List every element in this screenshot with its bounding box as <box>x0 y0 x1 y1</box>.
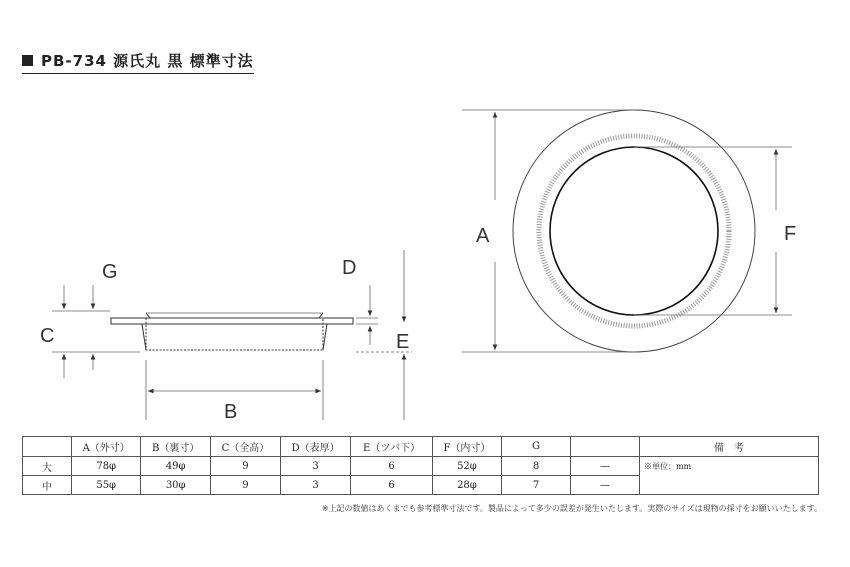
cell: 28φ <box>432 476 501 495</box>
side-flange <box>111 318 353 324</box>
table-header-row <box>23 437 819 457</box>
side-view <box>111 313 353 350</box>
top-view <box>513 110 755 352</box>
spec-table <box>22 436 819 495</box>
label-g: G <box>102 261 118 283</box>
header-cell: B（裏寸） <box>141 437 211 457</box>
knurled-ring <box>539 136 729 326</box>
label-e: E <box>396 331 410 353</box>
cell: 78φ <box>72 457 141 476</box>
header-cell: C（全高） <box>210 437 280 457</box>
header-cell: F（内寸） <box>432 437 501 457</box>
cell: 8 <box>502 457 571 476</box>
table-row <box>23 457 819 476</box>
cell: 52φ <box>432 457 501 476</box>
cell: 3 <box>280 476 350 495</box>
row-name: 大 <box>23 457 72 476</box>
title-text: PB-734 源氏丸 黒 標準寸法 <box>41 52 254 70</box>
cell: — <box>571 476 640 495</box>
label-f: F <box>784 223 797 245</box>
cell: 6 <box>351 457 433 476</box>
cell: 9 <box>210 476 280 495</box>
label-b: B <box>224 401 238 423</box>
footnote: ※上記の数値はあくまでも参考標準寸法です。製品によって多少の誤差が発生いたします。実際のサイズは現物の採寸をお願いいたします。 <box>321 504 822 513</box>
row-name: 中 <box>23 476 72 495</box>
cell: 7 <box>502 476 571 495</box>
header-cell: 備 考 <box>640 437 819 457</box>
header-cell: G <box>502 437 571 457</box>
header-cell: A（外寸） <box>72 437 141 457</box>
header-cell <box>571 437 640 457</box>
header-cell <box>23 437 72 457</box>
label-d: D <box>342 257 357 279</box>
cell: 30φ <box>141 476 211 495</box>
label-c: C <box>40 325 55 347</box>
cell: 49φ <box>141 457 211 476</box>
label-a: A <box>476 225 490 247</box>
cell: 9 <box>210 457 280 476</box>
header-cell: E（ツバ下） <box>351 437 433 457</box>
cell: 6 <box>351 476 433 495</box>
side-cup <box>146 318 323 350</box>
cell: 3 <box>280 457 350 476</box>
cell: — <box>571 457 640 476</box>
header-cell: D（表厚） <box>280 437 350 457</box>
cell: 55φ <box>72 476 141 495</box>
note-cell: ※単位：mm <box>640 457 819 495</box>
inner-circle <box>550 147 718 315</box>
